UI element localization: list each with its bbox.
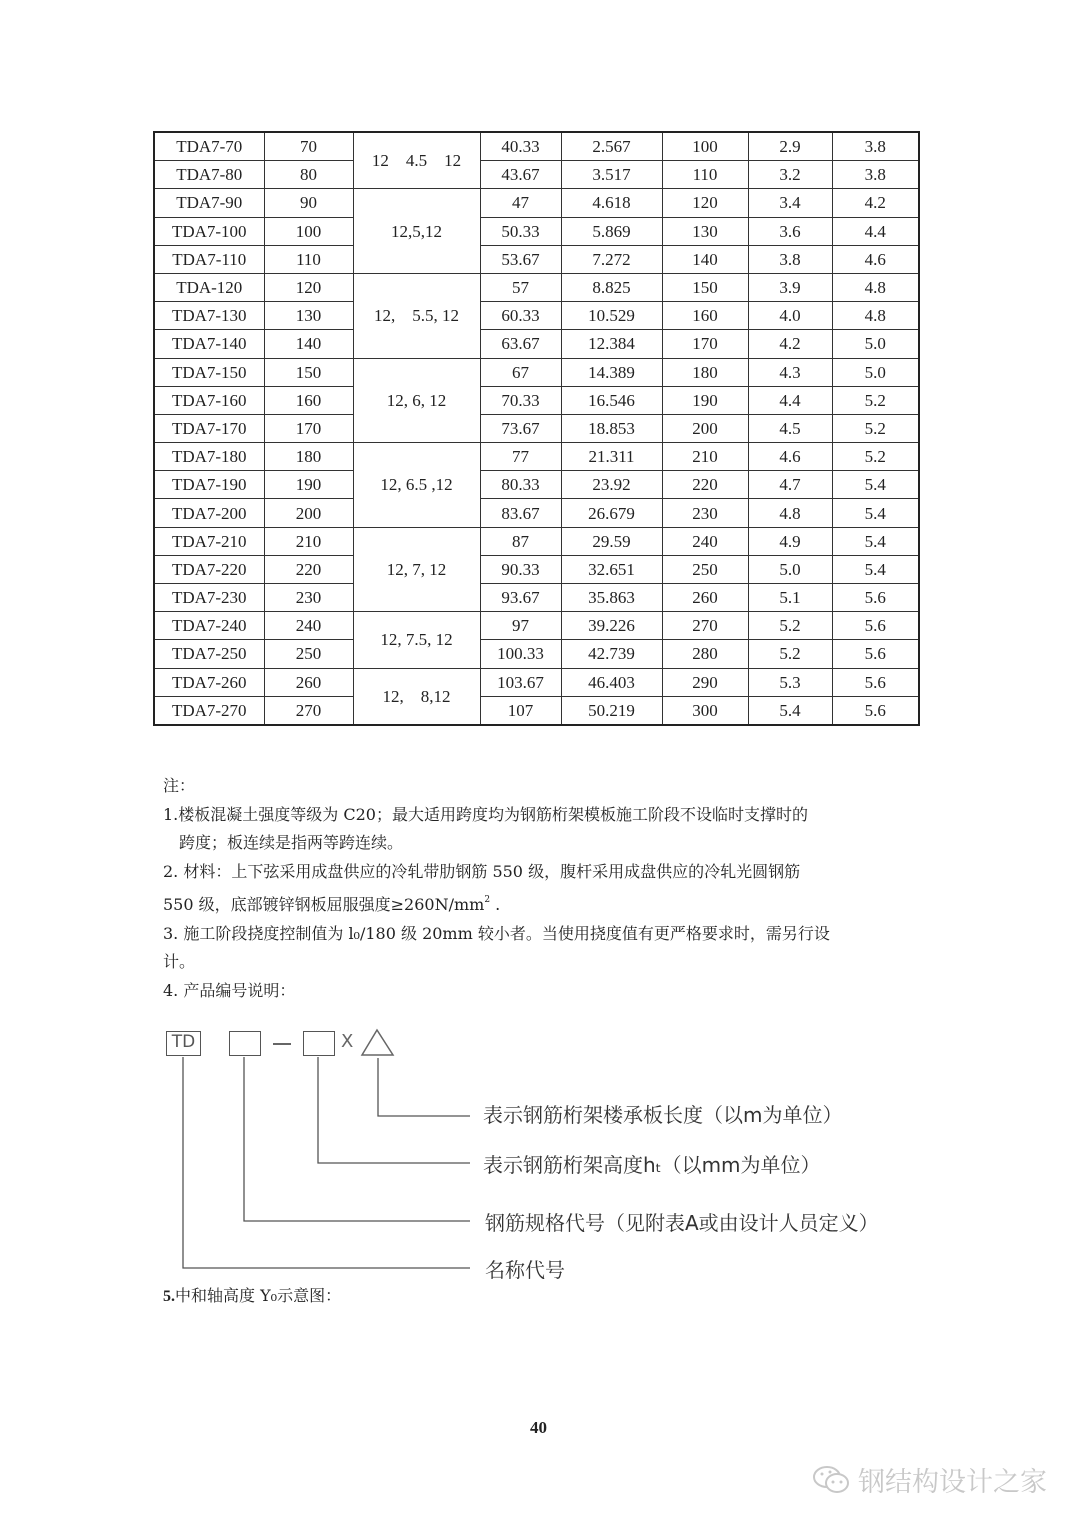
cell-span-continuous: 4.6 (832, 245, 919, 273)
cell-neutral-axis: 40.33 (480, 132, 561, 161)
wechat-icon (812, 1465, 852, 1495)
times-separator: X (341, 1031, 354, 1052)
cell-slab-thickness: 160 (662, 302, 748, 330)
cell-neutral-axis: 47 (480, 189, 561, 217)
cell-span-continuous: 4.8 (832, 302, 919, 330)
cell-neutral-axis: 90.33 (480, 555, 561, 583)
cell-truss-height: 150 (264, 358, 353, 386)
cell-inertia: 29.59 (561, 527, 662, 555)
cell-span-continuous: 5.4 (832, 527, 919, 555)
cell-inertia: 35.863 (561, 584, 662, 612)
cell-neutral-axis: 50.33 (480, 217, 561, 245)
cell-neutral-axis: 100.33 (480, 640, 561, 668)
cell-slab-thickness: 180 (662, 358, 748, 386)
cell-slab-thickness: 270 (662, 612, 748, 640)
cell-span-continuous: 5.6 (832, 668, 919, 696)
note-2-line-1: 2. 材料：上下弦采用成盘供应的冷轧带肋钢筋 550 级，腹杆采用成盘供应的冷轧光圆钢筋 (163, 861, 801, 881)
cell-span-simple: 4.0 (748, 302, 832, 330)
cell-rebar-spec: 12, 5.5, 12 (353, 273, 480, 358)
watermark-text: 钢结构设计之家 (858, 1467, 1047, 1498)
cell-slab-thickness: 240 (662, 527, 748, 555)
cell-span-continuous: 4.8 (832, 273, 919, 301)
note-2-text: 550 级，底部镀锌钢板屈服强度≥260N/mm (163, 895, 485, 914)
notes-heading: 注： (163, 776, 196, 795)
cell-truss-height: 240 (264, 612, 353, 640)
cell-neutral-axis: 87 (480, 527, 561, 555)
cell-slab-thickness: 120 (662, 189, 748, 217)
table-row (154, 161, 919, 189)
cell-truss-height: 80 (264, 161, 353, 189)
table-row (154, 527, 919, 555)
cell-span-continuous: 5.6 (832, 584, 919, 612)
table-row (154, 189, 919, 217)
cell-span-simple: 3.4 (748, 189, 832, 217)
cell-slab-thickness: 130 (662, 217, 748, 245)
truss-deck-spec-table (153, 131, 920, 726)
cell-span-simple: 4.7 (748, 471, 832, 499)
cell-inertia: 21.311 (561, 443, 662, 471)
cell-slab-thickness: 110 (662, 161, 748, 189)
cell-inertia: 26.679 (561, 499, 662, 527)
cell-slab-thickness: 190 (662, 386, 748, 414)
cell-model: TDA7-190 (154, 471, 264, 499)
cell-truss-height: 170 (264, 414, 353, 442)
table-row (154, 640, 919, 668)
cell-truss-height: 180 (264, 443, 353, 471)
note-3-line-2: 计。 (163, 952, 196, 971)
height-code-box (303, 1031, 335, 1056)
table-row (154, 499, 919, 527)
cell-span-simple: 3.2 (748, 161, 832, 189)
table-row (154, 471, 919, 499)
cell-model: TDA7-170 (154, 414, 264, 442)
cell-inertia: 32.651 (561, 555, 662, 583)
cell-model: TDA7-70 (154, 132, 264, 161)
cell-span-continuous: 4.4 (832, 217, 919, 245)
cell-span-continuous: 5.6 (832, 696, 919, 725)
cell-span-continuous: 3.8 (832, 161, 919, 189)
cell-inertia: 8.825 (561, 273, 662, 301)
cell-truss-height: 90 (264, 189, 353, 217)
cell-slab-thickness: 100 (662, 132, 748, 161)
cell-model: TDA7-230 (154, 584, 264, 612)
note-2-line-2 (163, 886, 923, 920)
note-1-line-1: 1.楼板混凝土强度等级为 C20；最大适用跨度均为钢筋桁架模板施工阶段不设临时支撑时的 (163, 804, 808, 824)
cell-neutral-axis: 73.67 (480, 414, 561, 442)
cell-model: TDA7-100 (154, 217, 264, 245)
cell-rebar-spec: 12,5,12 (353, 189, 480, 274)
cell-inertia: 42.739 (561, 640, 662, 668)
cell-inertia: 18.853 (561, 414, 662, 442)
cell-inertia: 16.546 (561, 386, 662, 414)
note-2-superscript: 2 (484, 895, 491, 905)
cell-span-simple: 4.5 (748, 414, 832, 442)
cell-truss-height: 120 (264, 273, 353, 301)
table-row (154, 330, 919, 358)
rebar-code-box (229, 1031, 261, 1056)
cell-rebar-spec: 12, 7, 12 (353, 527, 480, 612)
cell-neutral-axis: 107 (480, 696, 561, 725)
cell-truss-height: 70 (264, 132, 353, 161)
table-row (154, 302, 919, 330)
cell-span-continuous: 5.4 (832, 499, 919, 527)
cell-span-continuous: 3.8 (832, 132, 919, 161)
note-3-line-1: 3. 施工阶段挠度控制值为 l₀/180 级 20mm 较小者。当使用挠度值有更严格要求时，需另行设 (163, 923, 830, 943)
cell-model: TDA7-110 (154, 245, 264, 273)
cell-inertia: 50.219 (561, 696, 662, 725)
cell-inertia: 23.92 (561, 471, 662, 499)
cell-slab-thickness: 250 (662, 555, 748, 583)
cell-truss-height: 220 (264, 555, 353, 583)
cell-truss-height: 160 (264, 386, 353, 414)
cell-slab-thickness: 260 (662, 584, 748, 612)
table-row (154, 414, 919, 442)
cell-truss-height: 100 (264, 217, 353, 245)
cell-neutral-axis: 70.33 (480, 386, 561, 414)
cell-neutral-axis: 103.67 (480, 668, 561, 696)
cell-slab-thickness: 210 (662, 443, 748, 471)
label-rebar-spec: 钢筋规格代号（见附表A或由设计人员定义） (485, 1211, 879, 1235)
cell-span-simple: 4.6 (748, 443, 832, 471)
cell-rebar-spec: 12, 8,12 (353, 668, 480, 725)
cell-slab-thickness: 230 (662, 499, 748, 527)
cell-model: TDA7-90 (154, 189, 264, 217)
cell-neutral-axis: 57 (480, 273, 561, 301)
note-4: 4. 产品编号说明： (163, 980, 296, 1000)
cell-inertia: 3.517 (561, 161, 662, 189)
cell-inertia: 4.618 (561, 189, 662, 217)
cell-span-continuous: 5.6 (832, 640, 919, 668)
cell-truss-height: 110 (264, 245, 353, 273)
cell-slab-thickness: 200 (662, 414, 748, 442)
cell-span-simple: 4.9 (748, 527, 832, 555)
cell-neutral-axis: 60.33 (480, 302, 561, 330)
cell-span-continuous: 5.2 (832, 414, 919, 442)
cell-rebar-spec: 12 4.5 12 (353, 132, 480, 189)
cell-truss-height: 270 (264, 696, 353, 725)
cell-span-continuous: 5.0 (832, 330, 919, 358)
cell-model: TDA7-210 (154, 527, 264, 555)
cell-inertia: 5.869 (561, 217, 662, 245)
cell-truss-height: 140 (264, 330, 353, 358)
cell-inertia: 10.529 (561, 302, 662, 330)
cell-span-simple: 5.4 (748, 696, 832, 725)
note-1-line-2: 跨度；板连续是指两等跨连续。 (179, 833, 404, 852)
note-5-number: 5. (163, 1288, 175, 1305)
cell-slab-thickness: 140 (662, 245, 748, 273)
cell-model: TDA7-200 (154, 499, 264, 527)
dash-separator (273, 1043, 291, 1045)
cell-truss-height: 200 (264, 499, 353, 527)
label-name-code: 名称代号 (485, 1258, 565, 1282)
table-row (154, 443, 919, 471)
table-row (154, 217, 919, 245)
cell-span-simple: 3.9 (748, 273, 832, 301)
table-row (154, 273, 919, 301)
cell-span-simple: 4.2 (748, 330, 832, 358)
cell-slab-thickness: 220 (662, 471, 748, 499)
notes-section (163, 772, 923, 1005)
cell-inertia: 7.272 (561, 245, 662, 273)
cell-truss-height: 210 (264, 527, 353, 555)
cell-model: TDA7-130 (154, 302, 264, 330)
cell-neutral-axis: 67 (480, 358, 561, 386)
cell-slab-thickness: 280 (662, 640, 748, 668)
table-row (154, 132, 919, 161)
cell-neutral-axis: 53.67 (480, 245, 561, 273)
cell-span-simple: 4.3 (748, 358, 832, 386)
cell-model: TDA7-220 (154, 555, 264, 583)
cell-slab-thickness: 150 (662, 273, 748, 301)
cell-truss-height: 260 (264, 668, 353, 696)
cell-model: TDA7-150 (154, 358, 264, 386)
table-row (154, 612, 919, 640)
cell-rebar-spec: 12, 6.5 ,12 (353, 443, 480, 528)
cell-span-continuous: 5.4 (832, 555, 919, 583)
cell-rebar-spec: 12, 6, 12 (353, 358, 480, 443)
table-row (154, 358, 919, 386)
cell-slab-thickness: 290 (662, 668, 748, 696)
cell-span-simple: 5.2 (748, 640, 832, 668)
cell-inertia: 46.403 (561, 668, 662, 696)
cell-span-continuous: 5.2 (832, 386, 919, 414)
note-5-text: 中和轴高度 Y₀示意图： (175, 1286, 342, 1305)
cell-span-simple: 3.6 (748, 217, 832, 245)
table-row (154, 245, 919, 273)
cell-span-continuous: 5.4 (832, 471, 919, 499)
cell-model: TDA7-180 (154, 443, 264, 471)
cell-slab-thickness: 300 (662, 696, 748, 725)
cell-truss-height: 230 (264, 584, 353, 612)
cell-span-continuous: 4.2 (832, 189, 919, 217)
table-row (154, 386, 919, 414)
cell-model: TDA7-260 (154, 668, 264, 696)
watermark (812, 1460, 1047, 1499)
triangle-icon (362, 1030, 393, 1055)
cell-slab-thickness: 170 (662, 330, 748, 358)
cell-model: TDA-120 (154, 273, 264, 301)
cell-inertia: 12.384 (561, 330, 662, 358)
cell-model: TDA7-250 (154, 640, 264, 668)
cell-span-continuous: 5.2 (832, 443, 919, 471)
cell-inertia: 39.226 (561, 612, 662, 640)
cell-neutral-axis: 43.67 (480, 161, 561, 189)
cell-span-continuous: 5.0 (832, 358, 919, 386)
table-row (154, 584, 919, 612)
cell-inertia: 2.567 (561, 132, 662, 161)
cell-neutral-axis: 97 (480, 612, 561, 640)
label-deck-length: 表示钢筋桁架楼承板长度（以m为单位） (483, 1103, 843, 1127)
cell-neutral-axis: 77 (480, 443, 561, 471)
cell-span-simple: 5.3 (748, 668, 832, 696)
cell-span-simple: 5.1 (748, 584, 832, 612)
cell-model: TDA7-240 (154, 612, 264, 640)
note-5 (163, 1283, 341, 1306)
name-code-box: TD (166, 1031, 201, 1056)
table-row (154, 668, 919, 696)
cell-truss-height: 130 (264, 302, 353, 330)
cell-span-simple: 2.9 (748, 132, 832, 161)
cell-inertia: 14.389 (561, 358, 662, 386)
label-truss-height: 表示钢筋桁架高度hₜ（以mm为单位） (483, 1153, 821, 1177)
page-number: 40 (530, 1418, 547, 1437)
cell-truss-height: 250 (264, 640, 353, 668)
cell-model: TDA7-160 (154, 386, 264, 414)
cell-span-simple: 3.8 (748, 245, 832, 273)
cell-neutral-axis: 83.67 (480, 499, 561, 527)
cell-neutral-axis: 93.67 (480, 584, 561, 612)
cell-span-simple: 5.0 (748, 555, 832, 583)
cell-model: TDA7-80 (154, 161, 264, 189)
cell-truss-height: 190 (264, 471, 353, 499)
cell-span-simple: 5.2 (748, 612, 832, 640)
cell-span-simple: 4.4 (748, 386, 832, 414)
table-row (154, 555, 919, 583)
cell-rebar-spec: 12, 7.5, 12 (353, 612, 480, 668)
cell-model: TDA7-140 (154, 330, 264, 358)
cell-model: TDA7-270 (154, 696, 264, 725)
cell-span-simple: 4.8 (748, 499, 832, 527)
cell-neutral-axis: 80.33 (480, 471, 561, 499)
table-row (154, 696, 919, 725)
cell-span-continuous: 5.6 (832, 612, 919, 640)
note-2-end: . (490, 895, 501, 914)
cell-neutral-axis: 63.67 (480, 330, 561, 358)
